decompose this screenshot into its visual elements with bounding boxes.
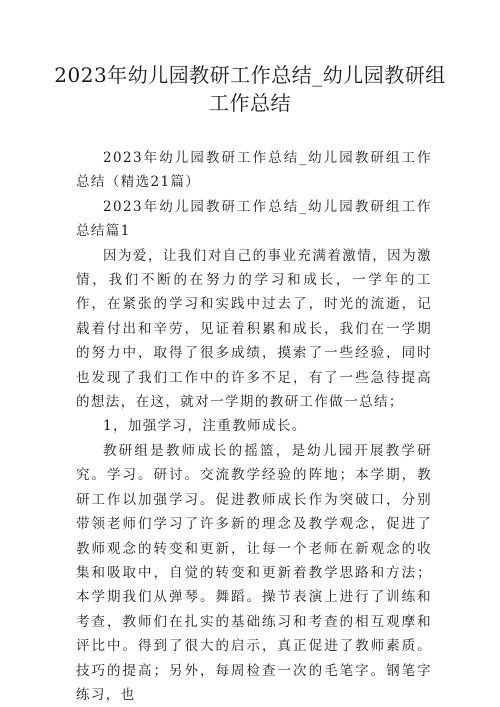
title-line-1: 2023年幼儿园教研工作总结_幼儿园教研组 <box>54 63 446 87</box>
section-title-1: 1，加强学习，注重教师成长。 <box>103 418 307 435</box>
section-heading: 2023年幼儿园教研工作总结_幼儿园教研组工作总结篇1 <box>76 198 432 240</box>
document-body <box>76 146 432 707</box>
document-subtitle: 2023年幼儿园教研工作总结_幼儿园教研组工作总结（精选21篇） <box>76 150 432 191</box>
document-title <box>40 61 460 117</box>
body-paragraph-2: 教研组是教师成长的摇篮，是幼儿园开展教学研究。学习。研讨。交流教学经验的阵地；本学期，教研工作以加强学习。促进教师成长作为突破口，分别带领老师们学习了许多新的理念及教学观念，促进了教师观念的转变和更新，让每一个老师在新观念的收集和吸取中，自觉的转变和更新着教学思路和方法；本学期我们从弹琴。舞蹈。操节表演上进行了训练和考查，教师们在扎实的基础练习和考查的相互观摩和评比中。得到了很大的启示，真正促进了教师素质。技巧的提高；另外，每周检查一次的毛笔字。钢笔字练习，也 <box>76 442 432 703</box>
title-line-2: 工作总结 <box>209 91 291 115</box>
body-paragraph-1: 因为爱，让我们对自己的事业充满着激情，因为激情，我们不断的在努力的学习和成长，一学年的工作，在紧张的学习和实践中过去了，时光的流逝，记载着付出和辛劳，见证着积累和成长，我们在一学期的努力中，取得了很多成绩，摸索了一些经验，同时也发现了我们工作中的许多不足，有了一些急待提高的想法，在这，就对一学期的教研工作做一总结； <box>76 247 432 411</box>
